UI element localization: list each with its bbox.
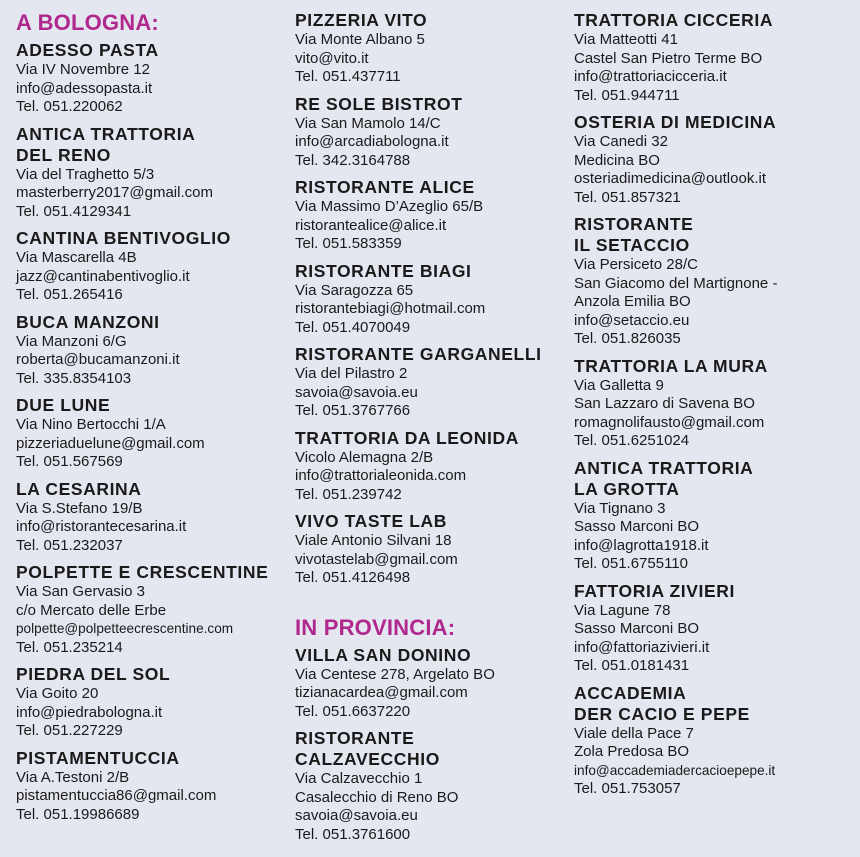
- restaurant-entry: [295, 728, 570, 844]
- restaurant-name: ACCADEMIA: [574, 682, 687, 703]
- email-line: vito@vito.it: [295, 49, 369, 67]
- restaurant-name: DER CACIO E PEPE: [574, 703, 750, 724]
- address-line: Via IV Novembre 12: [16, 61, 150, 78]
- phone-line: Tel. 051.235214: [16, 638, 123, 656]
- restaurant-name: RISTORANTE GARGANELLI: [295, 344, 542, 364]
- entries-provincia-col3: [574, 10, 858, 799]
- phone-line: Tel. 051.6637220: [295, 702, 411, 720]
- restaurant-name: DUE LUNE: [16, 395, 111, 415]
- address-line: Anzola Emilia BO: [574, 293, 691, 310]
- restaurant-entry: [16, 395, 288, 472]
- section-title-bologna: A BOLOGNA:: [16, 10, 159, 35]
- phone-line: Tel. 051.567569: [16, 453, 123, 470]
- phone-line: Tel. 051.3767766: [295, 402, 411, 419]
- restaurant-entry: [16, 124, 288, 222]
- restaurant-entry: [16, 228, 288, 305]
- column-2: [295, 10, 570, 851]
- email-line: info@ristorantecesarina.it: [16, 518, 187, 535]
- email-line: polpette@polpetteecrescentine.com: [16, 621, 234, 636]
- email-line: osteriadimedicina@outlook.it: [574, 170, 766, 187]
- phone-line: Tel. 051.753057: [574, 780, 681, 797]
- address-line: Via S.Stefano 19/B: [16, 499, 143, 517]
- restaurant-entry: [574, 10, 858, 105]
- email-line: ristorantebiagi@hotmail.com: [295, 300, 486, 317]
- email-line: roberta@bucamanzoni.it: [16, 351, 180, 368]
- restaurant-name: VIVO TASTE LAB: [295, 511, 447, 531]
- restaurant-name: RISTORANTE ALICE: [295, 177, 475, 197]
- phone-line: Tel. 051.0181431: [574, 657, 690, 674]
- email-line: info@lagrotta1918.it: [574, 536, 709, 554]
- email-line: romagnolifausto@gmail.com: [574, 413, 765, 431]
- address-line: Via San Gervasio 3: [16, 583, 145, 600]
- address-line: Via A.Testoni 2/B: [16, 768, 130, 786]
- phone-line: Tel. 051.4129341: [16, 202, 132, 220]
- restaurant-entry: [295, 511, 570, 588]
- address-line: San Lazzaro di Savena BO: [574, 395, 755, 412]
- phone-line: Tel. 051.232037: [16, 536, 123, 554]
- restaurant-entry: [16, 40, 288, 117]
- email-line: info@fattoriazivieri.it: [574, 638, 710, 656]
- restaurant-entry: [295, 177, 570, 254]
- address-line: Via Massimo D’Azeglio 65/B: [295, 198, 484, 215]
- phone-line: Tel. 051.220062: [16, 98, 123, 115]
- address-line: c/o Mercato delle Erbe: [16, 601, 167, 619]
- restaurant-name: ADESSO PASTA: [16, 40, 159, 60]
- phone-line: Tel. 051.6755110: [574, 555, 688, 572]
- phone-line: Tel. 051.4070049: [295, 318, 411, 336]
- email-line: info@trattorialeonida.com: [295, 467, 467, 484]
- restaurant-name: PIZZERIA VITO: [295, 10, 428, 30]
- restaurant-name: LA GROTTA: [574, 478, 680, 499]
- email-line: vivotastelab@gmail.com: [295, 550, 458, 568]
- restaurant-entry: [574, 458, 858, 574]
- phone-line: Tel. 051.239742: [295, 485, 402, 503]
- restaurant-name: RISTORANTE: [574, 214, 694, 234]
- address-line: Vicolo Alemagna 2/B: [295, 448, 434, 466]
- email-line: pistamentuccia86@gmail.com: [16, 787, 217, 804]
- entries-bologna-col1: [16, 40, 288, 824]
- address-line: Via Centese 278, Argelato BO: [295, 665, 495, 683]
- restaurant-entry: [295, 94, 570, 171]
- phone-line: Tel. 051.944711: [574, 86, 680, 104]
- phone-line: Tel. 051.857321: [574, 188, 681, 206]
- address-line: Via Goito 20: [16, 685, 99, 702]
- address-line: Zola Predosa BO: [574, 743, 690, 760]
- address-line: Via del Traghetto 5/3: [16, 165, 155, 183]
- restaurant-entry: [16, 664, 288, 741]
- phone-line: Tel. 051.437711: [295, 68, 401, 85]
- column-1: [16, 10, 288, 831]
- address-line: Via Matteotti 41: [574, 31, 678, 48]
- email-line: info@adessopasta.it: [16, 79, 153, 97]
- address-line: Via Lagune 78: [574, 601, 671, 619]
- restaurant-entry: [574, 356, 858, 451]
- address-line: San Giacomo del Martignone -: [574, 274, 778, 292]
- restaurant-entry: [295, 344, 570, 421]
- restaurant-entry: [295, 645, 570, 722]
- restaurant-name: PISTAMENTUCCIA: [16, 747, 180, 768]
- restaurant-entry: [16, 312, 288, 389]
- address-line: Casalecchio di Reno BO: [295, 788, 459, 806]
- email-line: masterberry2017@gmail.com: [16, 184, 213, 201]
- column-3: [574, 10, 858, 806]
- phone-line: Tel. 051.227229: [16, 722, 123, 739]
- email-line: info@accademiadercacioepepe.it: [574, 762, 776, 778]
- email-line: tizianacardea@gmail.com: [295, 684, 468, 701]
- restaurant-name: TRATTORIA LA MURA: [574, 355, 768, 376]
- email-line: pizzeriaduelune@gmail.com: [16, 434, 205, 452]
- restaurant-name: ANTICA TRATTORIA: [574, 457, 754, 478]
- phone-line: Tel. 051.6251024: [574, 432, 690, 449]
- restaurant-name: BUCA MANZONI: [16, 311, 160, 332]
- address-line: Via del Pilastro 2: [295, 365, 408, 382]
- address-line: Via Mascarella 4B: [16, 249, 137, 266]
- section-title-provincia: IN PROVINCIA:: [295, 614, 456, 640]
- address-line: Via Manzoni 6/G: [16, 332, 127, 350]
- restaurant-name: FATTORIA ZIVIERI: [574, 580, 735, 601]
- restaurant-entry: [295, 10, 570, 87]
- email-line: info@setaccio.eu: [574, 311, 690, 329]
- email-line: ristorantealice@alice.it: [295, 216, 447, 234]
- phone-line: Tel. 051.4126498: [295, 569, 411, 586]
- address-line: Sasso Marconi BO: [574, 620, 700, 637]
- address-line: Via Tignano 3: [574, 499, 666, 517]
- restaurant-name: TRATTORIA CICCERIA: [574, 10, 774, 30]
- restaurant-name: CANTINA BENTIVOGLIO: [16, 228, 231, 248]
- email-line: info@arcadiabologna.it: [295, 133, 449, 150]
- restaurant-name: RISTORANTE: [295, 728, 415, 748]
- address-line: Medicina BO: [574, 151, 660, 169]
- restaurant-entry: [16, 748, 288, 825]
- address-line: Castel San Pietro Terme BO: [574, 49, 763, 67]
- address-line: Via Persiceto 28/C: [574, 256, 698, 273]
- email-line: jazz@cantinabentivoglio.it: [16, 267, 190, 285]
- address-line: Via Galletta 9: [574, 376, 664, 394]
- restaurant-entry: [574, 112, 858, 207]
- phone-line: Tel. 051.583359: [295, 235, 402, 252]
- restaurant-entry: [295, 261, 570, 338]
- email-line: info@trattoriacicceria.it: [574, 68, 727, 85]
- address-line: Via Calzavecchio 1: [295, 770, 423, 787]
- address-line: Via Monte Albano 5: [295, 31, 425, 48]
- restaurant-name: IL SETACCIO: [574, 235, 690, 255]
- phone-line: Tel. 051.826035: [574, 330, 681, 347]
- restaurant-entry: [574, 581, 858, 676]
- address-line: Via Nino Bertocchi 1/A: [16, 416, 166, 433]
- email-line: savoia@savoia.eu: [295, 807, 418, 824]
- restaurant-name: PIEDRA DEL SOL: [16, 664, 171, 684]
- entries-bologna-col2: [295, 10, 570, 588]
- address-line: Viale Antonio Silvani 18: [295, 532, 452, 549]
- restaurant-name: DEL RENO: [16, 144, 111, 165]
- phone-line: Tel. 342.3164788: [295, 151, 411, 169]
- phone-line: Tel. 051.265416: [16, 286, 123, 303]
- phone-line: Tel. 335.8354103: [16, 369, 132, 387]
- email-line: savoia@savoia.eu: [295, 383, 418, 401]
- address-line: Sasso Marconi BO: [574, 518, 700, 535]
- restaurant-name: VILLA SAN DONINO: [295, 644, 472, 665]
- restaurant-entry: [574, 683, 858, 799]
- restaurant-name: ANTICA TRATTORIA: [16, 123, 196, 144]
- restaurant-entry: [16, 479, 288, 556]
- address-line: Via Saragozza 65: [295, 281, 414, 299]
- restaurant-entry: [16, 562, 288, 657]
- restaurant-name: RE SOLE BISTROT: [295, 93, 463, 114]
- restaurant-name: RISTORANTE BIAGI: [295, 260, 472, 281]
- address-line: Viale della Pace 7: [574, 724, 694, 742]
- address-line: Via San Mamolo 14/C: [295, 114, 441, 132]
- restaurant-entry: [574, 214, 858, 349]
- email-line: info@piedrabologna.it: [16, 703, 163, 721]
- restaurant-name: CALZAVECCHIO: [295, 749, 440, 769]
- restaurant-name: OSTERIA DI MEDICINA: [574, 112, 777, 132]
- restaurant-name: LA CESARINA: [16, 478, 142, 499]
- restaurant-name: TRATTORIA DA LEONIDA: [295, 427, 519, 448]
- phone-line: Tel. 051.19986689: [16, 805, 140, 823]
- restaurant-entry: [295, 428, 570, 505]
- entries-provincia-col2: [295, 645, 570, 845]
- address-line: Via Canedi 32: [574, 133, 668, 150]
- restaurant-name: POLPETTE E CRESCENTINE: [16, 562, 269, 582]
- phone-line: Tel. 051.3761600: [295, 825, 411, 843]
